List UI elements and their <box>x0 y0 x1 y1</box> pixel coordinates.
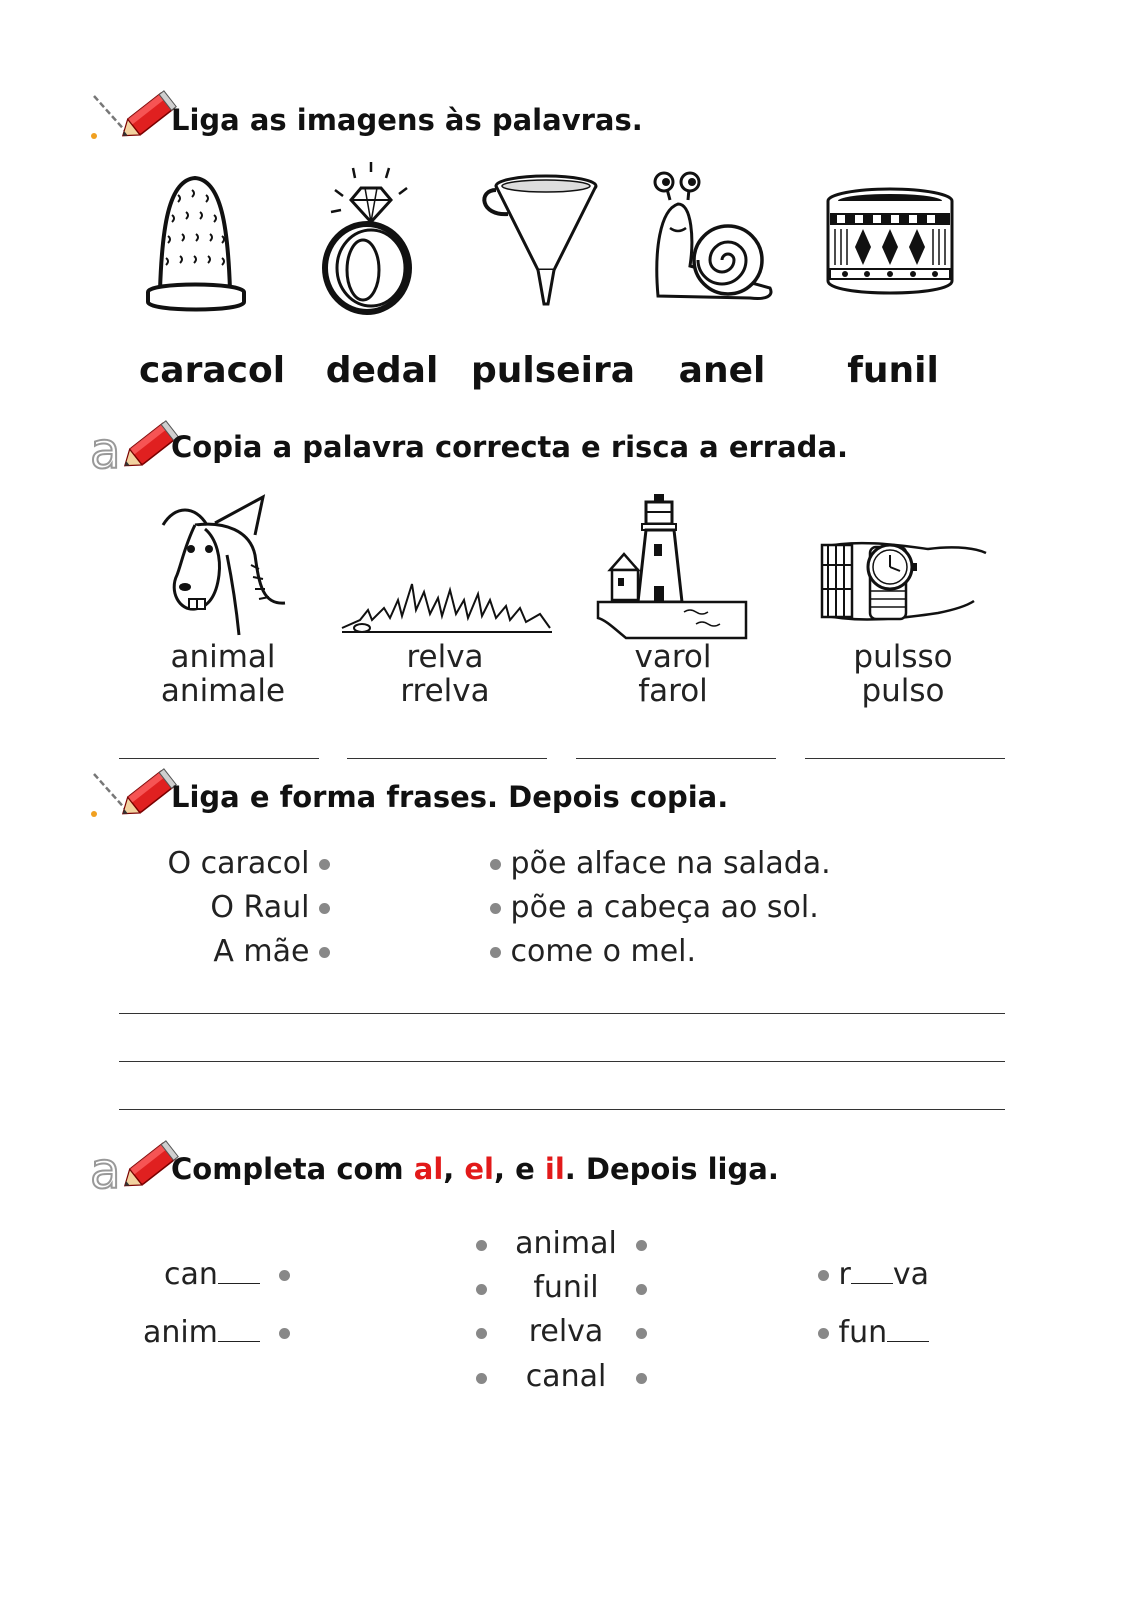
option-relva: relva <box>406 639 484 675</box>
section-3-title: Liga e forma frases. Depois copia. <box>171 780 729 814</box>
connect-dot[interactable] <box>476 1240 487 1251</box>
option-farol: farol <box>638 673 708 709</box>
grass-icon <box>340 570 555 640</box>
word-dedal: dedal <box>325 350 439 391</box>
svg-text:a: a <box>90 1142 121 1200</box>
fill-item-can[interactable] <box>110 1257 290 1292</box>
sentence-start-text: O Raul <box>210 890 310 925</box>
connect-dot[interactable] <box>279 1270 290 1281</box>
connect-dot[interactable] <box>319 903 330 914</box>
pencil-line-icon <box>88 88 168 148</box>
word-anel: anel <box>678 350 766 391</box>
connect-dot[interactable] <box>476 1373 487 1384</box>
svg-text:a: a <box>90 422 121 480</box>
option-varol: varol <box>634 639 712 675</box>
word-pulseira: pulseira <box>471 350 635 391</box>
connect-dot[interactable] <box>490 903 501 914</box>
fill-blank[interactable] <box>218 1257 260 1284</box>
connect-dot[interactable] <box>636 1328 647 1339</box>
wrist-watch-icon <box>818 535 988 630</box>
copy-line-1[interactable] <box>119 1013 1005 1014</box>
bracelet-icon <box>825 185 955 300</box>
connect-dot[interactable] <box>490 859 501 870</box>
sentence-start-1[interactable] <box>120 846 330 881</box>
word-funil: funil <box>847 350 939 391</box>
connect-dot[interactable] <box>818 1328 829 1339</box>
lighthouse-icon <box>596 490 751 642</box>
title-suffix: . Depois liga. <box>564 1152 779 1186</box>
suffix-el: el <box>464 1152 494 1186</box>
sentence-start-2[interactable] <box>120 890 330 925</box>
sentence-end-text: põe a cabeça ao sol. <box>510 890 819 925</box>
connect-dot[interactable] <box>279 1328 290 1339</box>
sentence-start-text: A mãe <box>213 934 310 969</box>
middle-word: animal <box>515 1226 617 1261</box>
section-1-title: Liga as imagens às palavras. <box>171 103 643 137</box>
sentence-end-text: põe alface na salada. <box>510 846 831 881</box>
fill-stem: can <box>164 1257 218 1292</box>
connect-dot[interactable] <box>476 1284 487 1295</box>
option-pair-1 <box>118 640 328 708</box>
connect-dot[interactable] <box>490 947 501 958</box>
fill-blank[interactable] <box>887 1315 929 1342</box>
middle-word-row[interactable] <box>476 1314 656 1354</box>
connect-dot[interactable] <box>319 947 330 958</box>
sentence-start-3[interactable] <box>120 934 330 969</box>
answer-line-1[interactable] <box>119 758 319 759</box>
option-pair-3 <box>568 640 778 708</box>
option-pair-4 <box>798 640 1008 708</box>
answer-line-2[interactable] <box>347 758 547 759</box>
connect-dot[interactable] <box>636 1240 647 1251</box>
middle-word-row[interactable] <box>476 1359 656 1399</box>
copy-line-3[interactable] <box>119 1109 1005 1110</box>
fill-blank[interactable] <box>851 1257 893 1284</box>
option-animal: animal <box>170 639 276 675</box>
funnel-icon <box>478 170 603 310</box>
sentence-end-2[interactable] <box>490 890 819 925</box>
connect-dot[interactable] <box>818 1270 829 1281</box>
letter-a-pencil-icon <box>88 420 168 480</box>
middle-word-row[interactable] <box>476 1270 656 1310</box>
middle-word: relva <box>528 1314 604 1349</box>
middle-word: canal <box>525 1359 607 1394</box>
pencil-line-icon <box>88 766 168 826</box>
answer-line-3[interactable] <box>576 758 776 759</box>
sentence-end-1[interactable] <box>490 846 831 881</box>
fill-item-relva[interactable] <box>818 1257 929 1292</box>
word-caracol: caracol <box>138 350 286 391</box>
fill-blank[interactable] <box>218 1315 260 1342</box>
sentence-end-text: come o mel. <box>510 934 697 969</box>
fill-item-funil[interactable] <box>818 1315 929 1350</box>
snail-icon <box>650 170 780 310</box>
title-comma-e: , e <box>494 1152 545 1186</box>
option-rrelva: rrelva <box>400 673 490 709</box>
middle-word-row[interactable] <box>476 1226 656 1266</box>
option-pair-2 <box>340 640 550 708</box>
letter-a-pencil-icon <box>88 1140 168 1200</box>
answer-line-4[interactable] <box>805 758 1005 759</box>
middle-word: funil <box>533 1270 599 1305</box>
fill-stem-end: va <box>892 1257 930 1292</box>
option-animale: animale <box>160 673 286 709</box>
suffix-al: al <box>413 1152 444 1186</box>
ring-icon <box>315 160 425 320</box>
fill-stem: r <box>838 1257 851 1292</box>
option-pulso: pulso <box>861 673 945 709</box>
fill-item-anim[interactable] <box>110 1315 290 1350</box>
title-prefix: Completa com <box>171 1152 414 1186</box>
option-pulsso: pulsso <box>853 639 953 675</box>
section-2-title: Copia a palavra correcta e risca a errada. <box>171 430 849 464</box>
section-4-title <box>171 1152 779 1186</box>
sentence-start-text: O caracol <box>167 846 310 881</box>
fill-stem: anim <box>142 1315 218 1350</box>
copy-line-2[interactable] <box>119 1061 1005 1062</box>
title-comma: , <box>443 1152 465 1186</box>
thimble-icon <box>140 170 250 315</box>
connect-dot[interactable] <box>319 859 330 870</box>
connect-dot[interactable] <box>636 1373 647 1384</box>
donkey-icon <box>155 495 290 640</box>
connect-dot[interactable] <box>636 1284 647 1295</box>
connect-dot[interactable] <box>476 1328 487 1339</box>
suffix-il: il <box>544 1152 565 1186</box>
sentence-end-3[interactable] <box>490 934 696 969</box>
fill-stem: fun <box>838 1315 888 1350</box>
